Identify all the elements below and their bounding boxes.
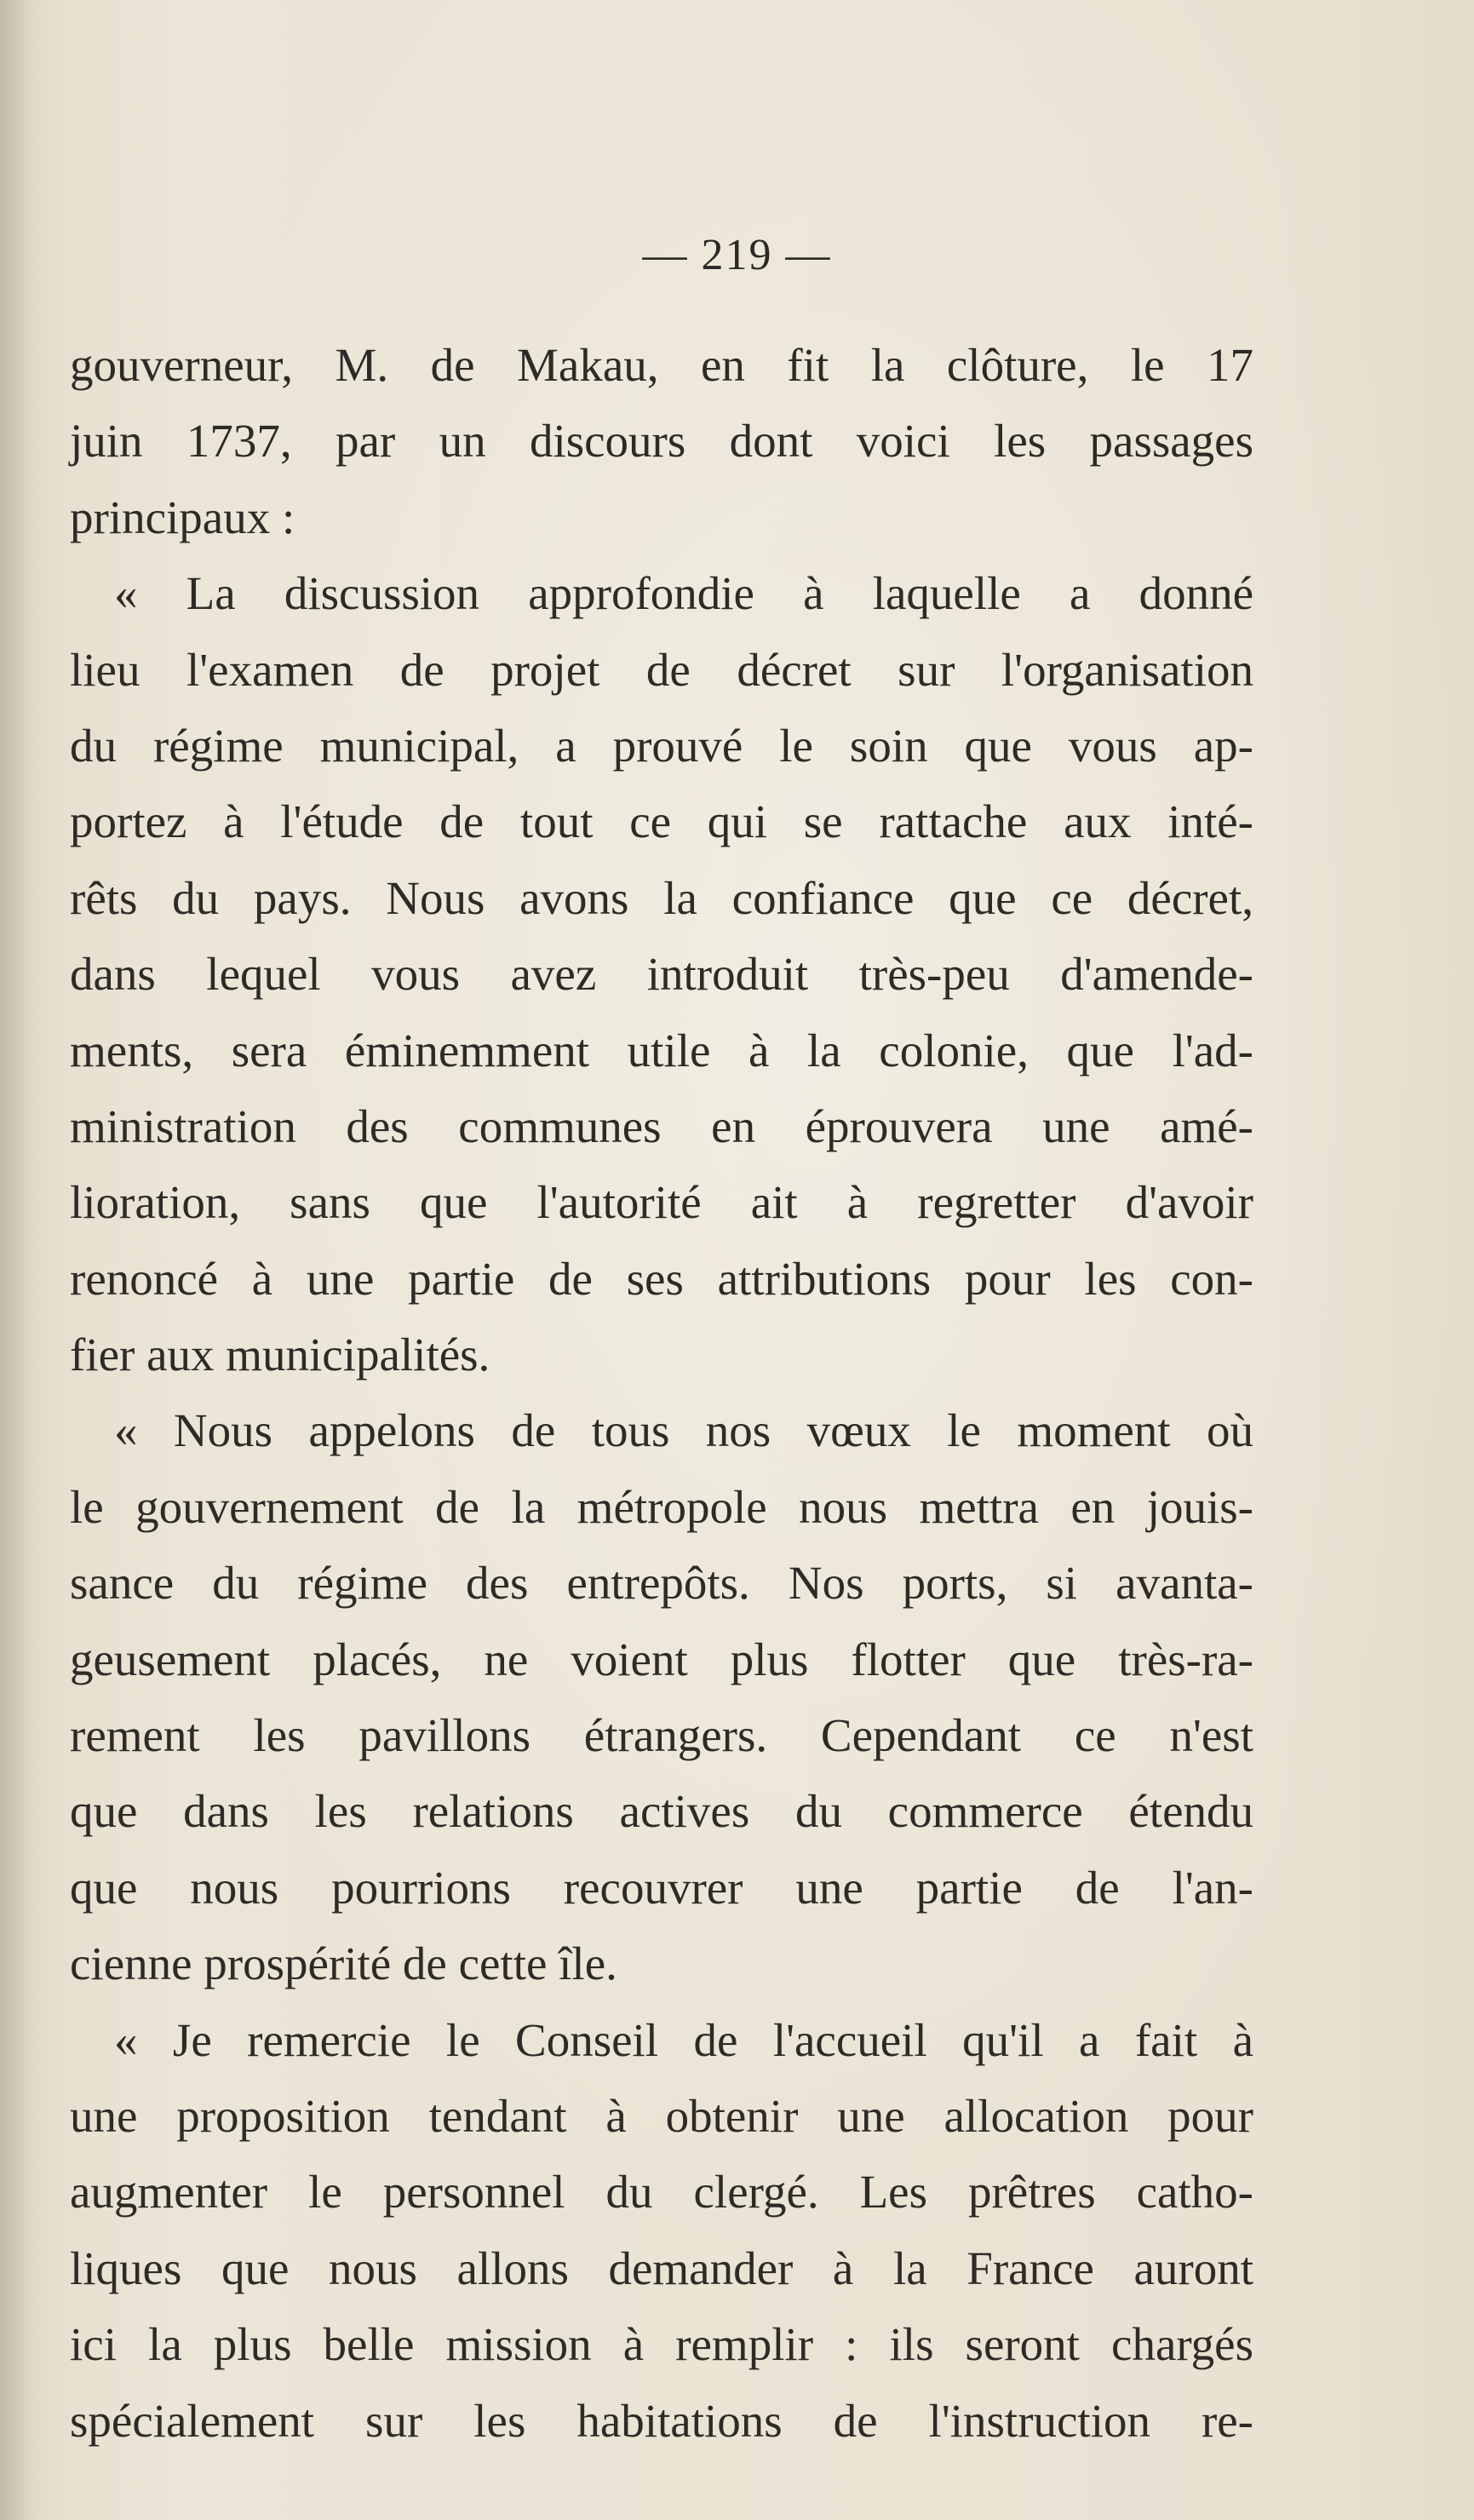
text-line: fier aux municipalités. — [70, 1329, 490, 1381]
text-line: cienne prospérité de cette île. — [70, 1937, 617, 1990]
text-line: sance du régime des entrepôts. Nos ports, si avanta- — [70, 1557, 1253, 1610]
text-line: ministration des communes en éprouvera une amé- — [70, 1099, 1253, 1152]
text-line: rement les pavillons étrangers. Cependant ce n'est — [70, 1709, 1253, 1762]
text-line: que nous pourrions recouvrer une partie de l'an- — [70, 1861, 1253, 1914]
body-text — [70, 327, 1253, 2459]
text-line: geusement placés, ne voient plus flotter que très-ra- — [70, 1633, 1253, 1685]
page-edge-shadow — [0, 0, 34, 2520]
text-line: rêts du pays. Nous avons la confiance que ce décret, — [70, 871, 1253, 924]
text-line: gouverneur, M. de Makau, en fit la clôture, le 17 — [70, 339, 1253, 391]
text-line: que dans les relations actives du commerce étendu — [70, 1785, 1253, 1838]
text-line: une proposition tendant à obtenir une allocation pour — [70, 2089, 1253, 2142]
text-line: lioration, sans que l'autorité ait à regretter d'avoir — [70, 1176, 1253, 1229]
text-line: spécialement sur les habitations de l'instruction re- — [70, 2394, 1253, 2447]
text-line: juin 1737, par un discours dont voici les passages — [70, 415, 1253, 468]
text-line: renoncé à une partie de ses attributions pour les con- — [70, 1252, 1253, 1305]
text-line: « Je remercie le Conseil de l'accueil qu'il a fait à — [114, 2013, 1253, 2066]
text-line: augmenter le personnel du clergé. Les prêtres catho- — [70, 2166, 1253, 2219]
text-line: liques que nous allons demander à la France auront — [70, 2242, 1253, 2294]
text-line: ments, sera éminemment utile à la colonie, que l'ad- — [70, 1024, 1253, 1076]
text-line: « La discussion approfondie à laquelle a donné — [114, 567, 1253, 620]
page-number: — 219 — — [642, 231, 832, 279]
text-line: dans lequel vous avez introduit très-peu d'amende- — [70, 948, 1253, 1001]
text-line: ici la plus belle mission à remplir : ils seront chargés — [70, 2318, 1253, 2371]
text-line: du régime municipal, a prouvé le soin que vous ap- — [70, 719, 1253, 772]
text-line: portez à l'étude de tout ce qui se rattache aux inté- — [70, 795, 1253, 848]
text-line: principaux : — [70, 491, 295, 543]
text-line: le gouvernement de la métropole nous mettra en jouis- — [70, 1480, 1253, 1533]
text-line: « Nous appelons de tous nos vœux le moment où — [114, 1404, 1253, 1457]
text-line: lieu l'examen de projet de décret sur l'organisation — [70, 643, 1253, 696]
